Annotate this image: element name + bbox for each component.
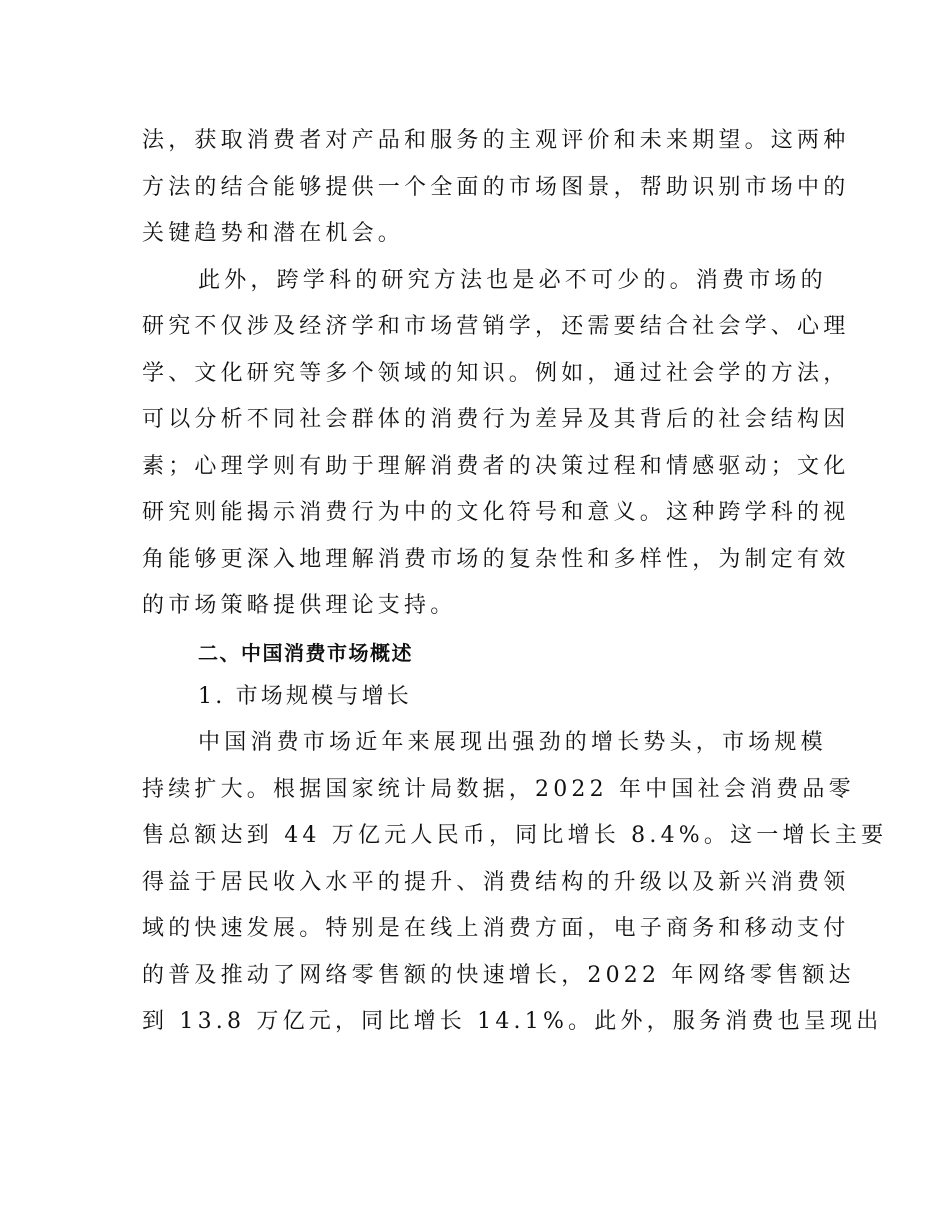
text-line: 售总额达到 44 万亿元人民币，同比增长 8.4%。这一增长主要 — [142, 823, 888, 848]
text-line: 法，获取消费者对产品和服务的主观评价和未来期望。这两种 — [142, 128, 850, 153]
paragraph-start-line: 此外，跨学科的研究方法也是必不可少的。消费市场的 — [198, 267, 827, 293]
text-line: 关键趋势和潜在机会。 — [142, 221, 405, 246]
text-line: 得益于居民收入水平的提升、消费结构的升级以及新兴消费领 — [142, 869, 850, 895]
text-line: 域的快速发展。特别是在线上消费方面，电子商务和移动支付 — [142, 916, 850, 941]
paragraph-start-line: 中国消费市场近年来展现出强劲的增长势头，市场规模 — [198, 730, 827, 755]
section-heading: 二、中国消费市场概述 — [198, 640, 413, 665]
text-line: 角能够更深入地理解消费市场的复杂性和多样性，为制定有效 — [142, 546, 850, 572]
text-line: 的普及推动了网络零售额的快速增长，2022 年网络零售额达 — [142, 962, 855, 988]
text-line: 方法的结合能够提供一个全面的市场图景，帮助识别市场中的 — [142, 174, 850, 200]
text-line: 研究不仅涉及经济学和市场营销学，还需要结合社会学、心理 — [142, 314, 850, 339]
text-line: 研究则能揭示消费行为中的文化符号和意义。这种跨学科的视 — [142, 500, 850, 525]
text-line: 素；心理学则有助于理解消费者的决策过程和情感驱动；文化 — [142, 453, 850, 479]
subsection-heading: 1. 市场规模与增长 — [198, 683, 412, 709]
text-line: 的市场策略提供理论支持。 — [142, 593, 457, 618]
text-line: 持续扩大。根据国家统计局数据，2022 年中国社会消费品零 — [142, 776, 855, 802]
text-line: 学、文化研究等多个领域的知识。例如，通过社会学的方法， — [142, 360, 850, 386]
text-line: 到 13.8 万亿元，同比增长 14.1%。此外，服务消费也呈现出 — [142, 1009, 883, 1034]
document-body — [142, 118, 888, 1046]
text-line: 可以分析不同社会群体的消费行为差异及其背后的社会结构因 — [142, 407, 850, 432]
